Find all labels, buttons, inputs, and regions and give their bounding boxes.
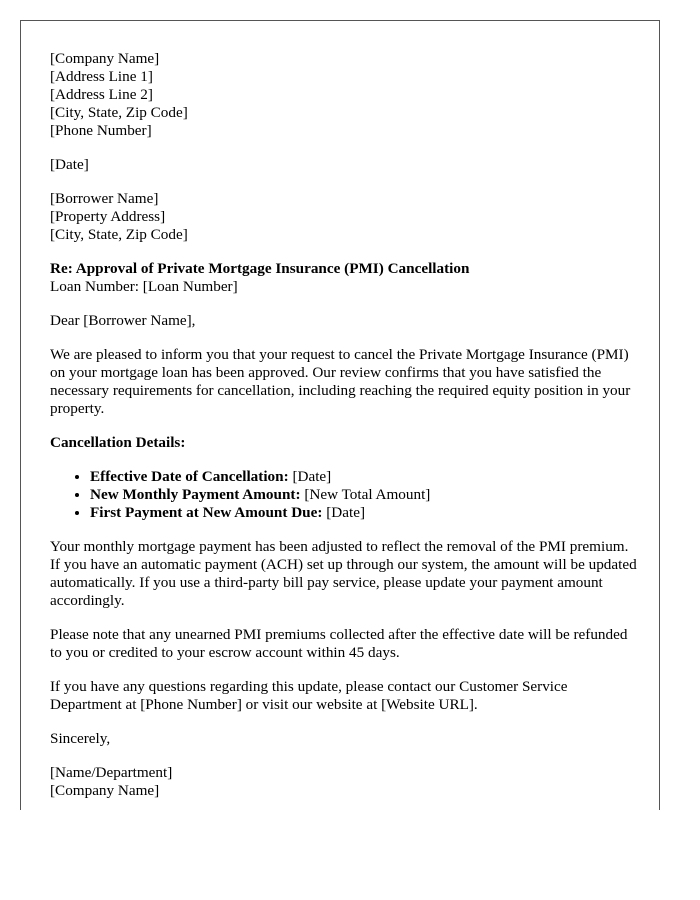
refund-paragraph: Please note that any unearned PMI premiums collected after the effective date will be refunded to you or credited to your escrow account within 45 days.: [50, 626, 628, 661]
subject-re-line: Re: Approval of Private Mortgage Insurance (PMI) Cancellation: [50, 260, 470, 277]
signature-name-department: [Name/Department]: [50, 764, 173, 781]
sender-address-block: [50, 50, 640, 140]
date-text: [Date]: [50, 156, 89, 173]
detail-value: [Date]: [288, 468, 332, 485]
letter-body: [50, 50, 640, 810]
closing: Sincerely,: [50, 730, 111, 747]
sender-phone: [Phone Number]: [50, 122, 152, 139]
detail-label: First Payment at New Amount Due:: [90, 504, 323, 521]
sender-company-name: [Company Name]: [50, 50, 160, 67]
signature-block: [50, 764, 640, 800]
signature-company-name: [Company Name]: [50, 782, 160, 799]
recipient-property-address: [Property Address]: [50, 208, 166, 225]
salutation: Dear [Borrower Name],: [50, 312, 196, 329]
detail-label: Effective Date of Cancellation:: [90, 468, 289, 485]
sender-address-line-2: [Address Line 2]: [50, 86, 153, 103]
intro-paragraph: We are pleased to inform you that your request to cancel the Private Mortgage Insurance (PMI) on your mortgage loan has been approved. Our review confirms that you have satisfied the necessary requirements for cancellation, including reaching the required equity position in your property.: [50, 346, 631, 417]
details-heading: [50, 434, 640, 452]
contact-paragraph: If you have any questions regarding this update, please contact our Customer Service Department at [Phone Number] or visit our website at [Website URL].: [50, 678, 568, 713]
recipient-address-block: [50, 190, 640, 244]
payment-paragraph: Your monthly mortgage payment has been adjusted to reflect the removal of the PMI premium. If you have an automatic payment (ACH) set up through our system, the amount will be updated automatically. If you use a third-party bill pay service, please update your payment amount accordingly.: [50, 538, 637, 609]
subject-block: [50, 260, 640, 296]
sender-city-state-zip: [City, State, Zip Code]: [50, 104, 188, 121]
sender-address-line-1: [Address Line 1]: [50, 68, 153, 85]
list-item: [90, 486, 640, 504]
letter-page: [20, 20, 660, 810]
loan-number: Loan Number: [Loan Number]: [50, 278, 238, 295]
details-heading-text: Cancellation Details:: [50, 434, 186, 451]
detail-value: [Date]: [322, 504, 366, 521]
detail-label: New Monthly Payment Amount:: [90, 486, 301, 503]
list-item: [90, 468, 640, 486]
list-item: [90, 504, 640, 522]
letter-date: [50, 156, 640, 174]
recipient-city-state-zip: [City, State, Zip Code]: [50, 226, 188, 243]
cancellation-details-list: [50, 468, 640, 522]
recipient-borrower-name: [Borrower Name]: [50, 190, 159, 207]
detail-value: [New Total Amount]: [300, 486, 431, 503]
